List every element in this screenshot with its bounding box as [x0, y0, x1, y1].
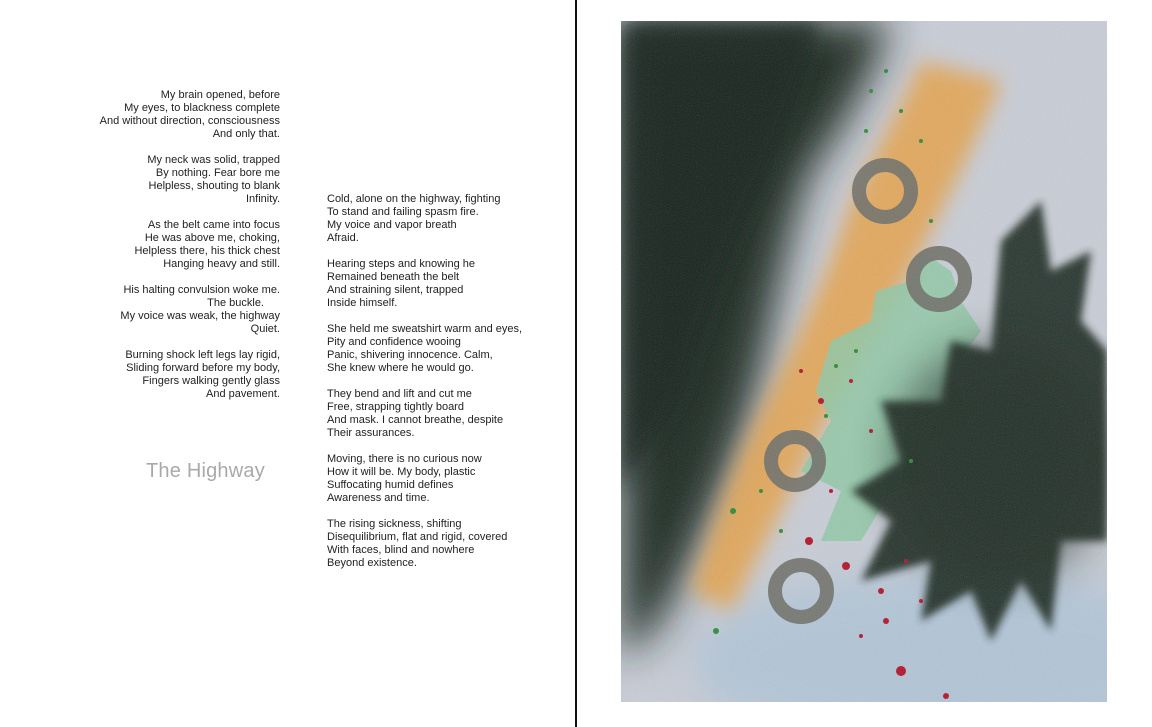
poem-line: Hanging heavy and still. [163, 258, 280, 270]
stanza [327, 518, 567, 570]
poem-line: She held me sweatshirt warm and eyes, [327, 323, 523, 335]
poem-line: Sliding forward before my body, [126, 362, 280, 374]
stanza [327, 388, 567, 440]
poem-line: Hearing steps and knowing he [327, 258, 475, 270]
poem-line: Free, strapping tightly board [327, 401, 464, 413]
poem-line: Pity and confidence wooing [327, 336, 461, 348]
poem-line: And only that. [212, 128, 280, 140]
stanza [40, 154, 280, 206]
poem-line: Helpless, shouting to blank [148, 180, 280, 192]
poem-line: My neck was solid, trapped [147, 154, 280, 166]
poem-line: She knew where he would go. [327, 362, 474, 374]
poem-line: He was above me, choking, [144, 232, 280, 244]
painting-canvas [621, 21, 1107, 702]
stanza [40, 219, 280, 271]
poem-line: With faces, blind and nowhere [327, 544, 475, 556]
stanza [40, 349, 280, 401]
poem-line: And straining silent, trapped [327, 284, 464, 296]
poem-column-left [40, 89, 280, 414]
poem-line: By nothing. Fear bore me [155, 167, 280, 179]
poem-line: Their assurances. [327, 427, 415, 439]
poem-line: My eyes, to blackness complete [124, 102, 280, 114]
poem-line: Afraid. [327, 232, 359, 244]
poem-line: And mask. I cannot breathe, despite [327, 414, 504, 426]
poem-line: My brain opened, before [160, 89, 280, 101]
poem-line: And pavement. [206, 388, 280, 400]
poem-title: The Highway [146, 460, 265, 482]
poem-line: Burning shock left legs lay rigid, [125, 349, 280, 361]
poem-line: As the belt came into focus [147, 219, 280, 231]
stanza [40, 89, 280, 141]
poem-line: Disequilibrium, flat and rigid, covered [327, 531, 508, 543]
paper-grain [621, 21, 1107, 702]
right-page [577, 0, 1152, 727]
poem-line: Cold, alone on the highway, fighting [327, 193, 501, 205]
stanza [327, 323, 567, 375]
stanza [327, 453, 567, 505]
poem-line: Remained beneath the belt [327, 271, 460, 283]
abstract-painting [621, 21, 1107, 702]
poem-line: His halting convulsion woke me. [123, 284, 280, 296]
poem-line: How it will be. My body, plastic [327, 466, 476, 478]
poem-line: Quiet. [250, 323, 280, 335]
poem-column-right [327, 193, 567, 583]
poem-line: Infinity. [245, 193, 280, 205]
poem-line: Inside himself. [327, 297, 398, 309]
poem-line: Suffocating humid defines [327, 479, 454, 491]
poem-line: And without direction, consciousness [99, 115, 280, 127]
poem-line: The buckle. [207, 297, 264, 309]
poem-line: Awareness and time. [327, 492, 430, 504]
poem-line: Beyond existence. [327, 557, 417, 569]
poem-line: My voice and vapor breath [327, 219, 457, 231]
poem-line: The rising sickness, shifting [327, 518, 462, 530]
poem-line: Moving, there is no curious now [327, 453, 482, 465]
stanza [327, 258, 567, 310]
stanza [40, 284, 280, 336]
poem-line: They bend and lift and cut me [327, 388, 472, 400]
poem-line: Panic, shivering innocence. Calm, [327, 349, 493, 361]
poem-line: To stand and failing spasm fire. [327, 206, 479, 218]
poem-line: Helpless there, his thick chest [134, 245, 280, 257]
stanza [327, 193, 567, 245]
poem-line: My voice was weak, the highway [120, 310, 280, 322]
poem-line: Fingers walking gently glass [142, 375, 280, 387]
